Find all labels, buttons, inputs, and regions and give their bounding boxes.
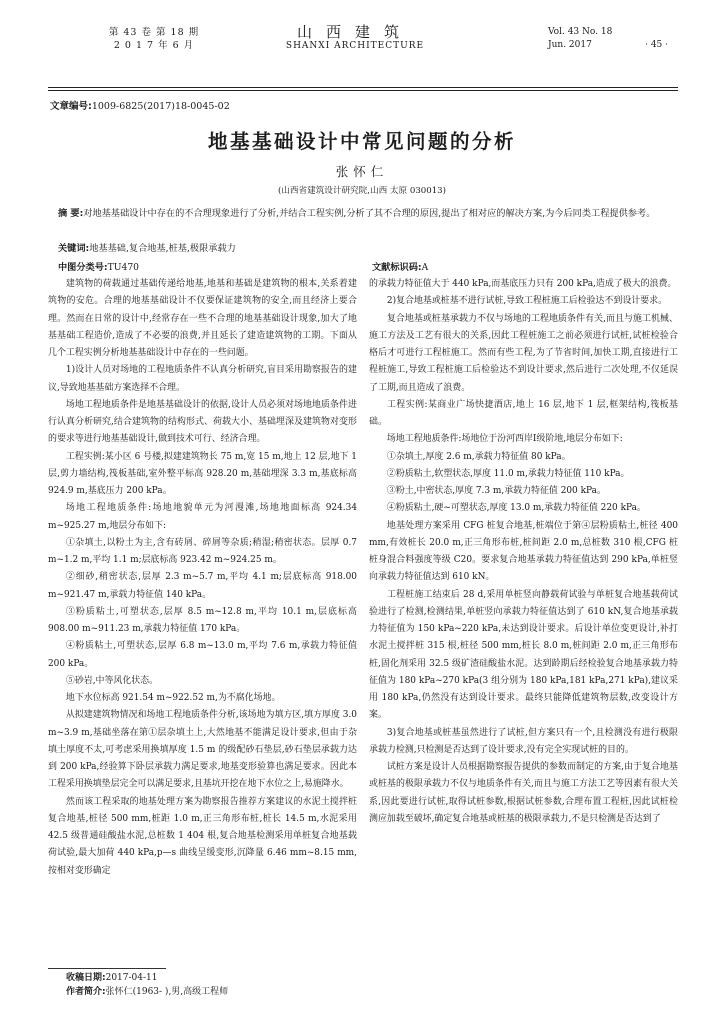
paragraph: ②粉质粘土,软塑状态,厚度 11.0 m,承载力特征值 110 kPa。 <box>386 468 630 479</box>
received-value: 2017-04-11 <box>105 973 158 983</box>
paragraph: 场地工程地质条件:场地地貌单元为河漫滩,场地地面标高 924.34 m~925.27 m,地层分布如下: <box>48 503 357 531</box>
paragraph: 从拟建建筑物情况和场地工程地质条件分析,该场地为填方区,填方厚度 3.0 m~3.9 m,基础坐落在第①层杂填土上,大然地基不能满足设计要求,但由于杂填土厚度不太,可考虑采用换填厚度 1.5 m 的级配砂石垫层,砂石垫层承载力达到 200 kPa,经验算下卧层承载力满足要求,地基变形验算也满足要求。因此本工程采用换填垫层完全可以满足要求,且基坑开挖在地下水位之上,易施降水。 <box>48 710 357 790</box>
clc-label: 中图分类号: <box>58 262 108 273</box>
paragraph: 3)复合地基或桩基虽然进行了试桩,但方案只有一个,且检测没有进行极限承载力检测,只检测是否达到了设计要求,没有完全实现试桩的目的。 <box>369 727 678 755</box>
footnote <box>66 972 228 999</box>
header-month-en: Jun. 2017 <box>548 40 592 50</box>
paragraph: 地下水位标高 921.54 m~922.52 m,为不腐化场地。 <box>65 693 281 703</box>
article-number <box>50 98 230 112</box>
paragraph: 试桩方案是设计人员根据勘察报告提供的参数而制定的方案,由于复合地基或桩基的极限承载力不仅与地质条件有关,而且与施工方法工艺等因素有很大关系,因此要进行试桩,取得试桩参数,根据试桩参数,合理布置工程桩,因此试桩检测应加载至破坏,确定复合地基或桩基的极限承载力,不是只检测是否达到了 <box>369 762 678 824</box>
paragraph: ④粉质粘土,可塑状态,层厚 6.8 m~13.0 m,平均 7.6 m,承载力特征值 200 kPa。 <box>48 641 357 669</box>
paragraph: 复合地基或桩基承载力不仅与场地的工程地质条件有关,而且与施工机械、施工方法及工艺有很大的关系,因此工程桩施工之前必须进行试桩,试桩检验合格后才可进行工程桩施工。然而有些工程,为了节省时间,加快工期,直接进行工程桩施工,导致工程桩施工后检验达不到设计要求,然后进行二次处理,不仅延误了工期,而且造成了浪费。 <box>369 313 678 393</box>
paragraph: ③粉质粘土,可塑状态,层厚 8.5 m~12.8 m,平均 10.1 m,层底标高 908.00 m~911.23 m,承载力特征值 170 kPa。 <box>48 606 357 634</box>
header-volume-en: Vol. 43 No. 18 <box>548 27 613 37</box>
classification-code <box>58 259 139 273</box>
doc-code-value: A <box>421 262 429 273</box>
clc-value: TU470 <box>107 262 140 273</box>
paragraph: 1)设计人员对场地的工程地质条件不认真分析研究,盲目采用勘察报告的建议,导致地基基础方案选择不合理。 <box>48 365 357 393</box>
header-issue-info <box>548 26 668 52</box>
abstract-label: 摘 要: <box>58 208 84 219</box>
abstract-text: 对地基基础设计中存在的不合理现象进行了分析,并结合工程实例,分析了其不合理的原因,提出了相对应的解决方案,为今后同类工程提供参考。 <box>83 208 656 219</box>
footnote-rule <box>48 968 166 969</box>
body-column-left <box>48 276 357 880</box>
paper-title: 地基基础设计中常见问题的分析 <box>207 130 516 153</box>
header-rule-thin <box>48 90 678 91</box>
paragraph: 的承载力特征值大于 440 kPa,而基底压力只有 200 kPa,造成了极大的浪费。 <box>369 279 677 289</box>
paragraph: 工程实例:某小区 6 号楼,拟建建筑物长 75 m,宽 15 m,地上 12 层,地下 1 层,剪力墙结构,筏板基础,室外整平标高 928.20 m,基础埋深 3.3 m,基底标高 924.9 m,基底压力 200 kPa。 <box>48 451 357 496</box>
article-number-label: 文章编号: <box>50 101 92 112</box>
paragraph: 场地工程地质条件是地基基础设计的依据,设计人员必须对场地地质条件进行认真分析研究,结合建筑物的结构形式、荷载大小、基础埋深及建筑物对变形的要求等进行地基基础设计,做到技术可行、经济合理。 <box>48 399 357 445</box>
paragraph: 建筑物的荷载通过基础传递给地基,地基和基础是建筑物的根本,关系着建筑物的安危。合理的地基基础设计不仅要保证建筑物的安全,而且经济上要合理。然而在日常的设计中,经常存在一些不合理的地基基础设计现象,加大了地基基础工程造价,造成了不必要的浪费,并且延长了建造建筑物的工期。下面从几个工程实例分析地基基础设计中存在的一些问题。 <box>48 279 357 358</box>
header-date-cn: 2 0 1 7 年 6 月 <box>113 40 195 51</box>
document-code <box>372 259 428 273</box>
page-number: · 45 · <box>645 40 668 50</box>
header-volume-info <box>94 26 214 52</box>
received-date <box>66 972 228 986</box>
journal-name-en: SHANXI ARCHITECTURE <box>285 41 425 51</box>
paragraph: ③粉土,中密状态,厚度 7.3 m,承载力特征值 200 kPa。 <box>386 486 606 496</box>
paragraph: ④粉质粘土,硬~可塑状态,厚度 13.0 m,承载力特征值 220 kPa。 <box>386 503 646 514</box>
paragraph: 工程实例:某商业广场快捷酒店,地上 16 层,地下 1 层,框架结构,筏板基础。 <box>369 399 678 427</box>
keywords-text: 地基基础,复合地基,桩基,极限承载力 <box>89 243 236 254</box>
paragraph: ②细砂,稍密状态,层厚 2.3 m~5.7 m,平均 4.1 m;层底标高 918.00 m~921.47 m,承载力特征值 140 kPa。 <box>48 572 357 600</box>
header-volume-cn: 第 43 卷 第 18 期 <box>108 27 200 38</box>
keywords-label: 关键词: <box>58 243 90 254</box>
keywords <box>58 240 236 254</box>
paragraph: 场地工程地质条件:场地位于汾河西岸Ⅰ级阶地,地层分布如下: <box>386 434 623 445</box>
article-number-value: 1009-6825(2017)18-0045-02 <box>91 101 230 112</box>
received-label: 收稿日期: <box>66 973 106 983</box>
header-journal <box>230 24 480 52</box>
paragraph: 工程桩施工结束后 28 d,采用单桩竖向静载荷试验与单桩复合地基载荷试验进行了检测,检测结果,单桩竖向承载力特征值达到了 610 kN,复合地基承载力特征值为 150 kPa~220 kPa,未达到设计要求。后设计单位变更设计,补打水泥土搅拌桩 315 根,桩径 500 mm,桩长 8.0 m,桩间距 2.0 m,正三角形布桩,固化剂采用 32.5 级矿渣硅酸盐水泥。达到龄期后经检验复合地基承载力特征值为 180 kPa~270 kPa(3 组分别为 180 kPa,181 kPa,271 kPa),建议采用 180 kPa,仍然没有达到设计要求。最终只能降低建筑物层数,改变设计方案。 <box>369 589 678 721</box>
journal-name-cn: 山西建筑 <box>296 23 413 41</box>
paragraph: 然而该工程采取的地基处理方案为勘察报告推荐方案建议的水泥土搅拌桩复合地基,桩径 500 mm,桩距 1.0 m,正三角形布桩,桩长 14.5 m,水泥采用 42.5 级普通硅酸盐水泥,总桩数 1 404 根,复合地基检测采用单桩复合地基载荷试验,最大加荷 440 kPa,p—s 曲线呈缓变形,沉降量 6.46 mm~8.15 mm,按相对变形确定 <box>48 796 357 876</box>
author-bio-value: 张怀仁(1963- ),男,高级工程师 <box>105 986 229 997</box>
author-name: 张怀仁 <box>335 164 389 179</box>
abstract <box>58 206 678 222</box>
author-affiliation: (山西省建筑设计研究院,山西 太原 030013) <box>277 186 447 196</box>
author-bio <box>66 986 228 1000</box>
paragraph: ①杂填土,厚度 2.6 m,承载力特征值 80 kPa。 <box>386 451 571 462</box>
author-bio-label: 作者简介: <box>66 986 106 997</box>
doc-code-label: 文献标识码: <box>372 262 422 273</box>
paragraph: 地基处理方案采用 CFG 桩复合地基,桩端位于第④层粉质粘土,桩径 400 mm,有效桩长 20.0 m,正三角形布桩,桩间距 2.0 m,总桩数 310 根,CFG 桩桩身混合料强度等级 C20。要求复合地基承载力特征值达到 290 kPa,单桩竖向承载力特征值达到 610 kN。 <box>369 520 678 583</box>
paragraph: ⑤砂岩,中等风化状态。 <box>65 675 159 686</box>
paragraph: ①杂填土,以粉土为主,含有砖屑、碎屑等杂质;稍湿;稍密状态。层厚 0.7 m~1.2 m,平均 1.1 m;层底标高 923.42 m~924.25 m。 <box>48 537 357 565</box>
header-rule-thick <box>48 87 678 88</box>
body-column-right <box>369 276 678 828</box>
paragraph: 2)复合地基或桩基不进行试桩,导致工程桩施工后检验达不到设计要求。 <box>386 296 668 307</box>
